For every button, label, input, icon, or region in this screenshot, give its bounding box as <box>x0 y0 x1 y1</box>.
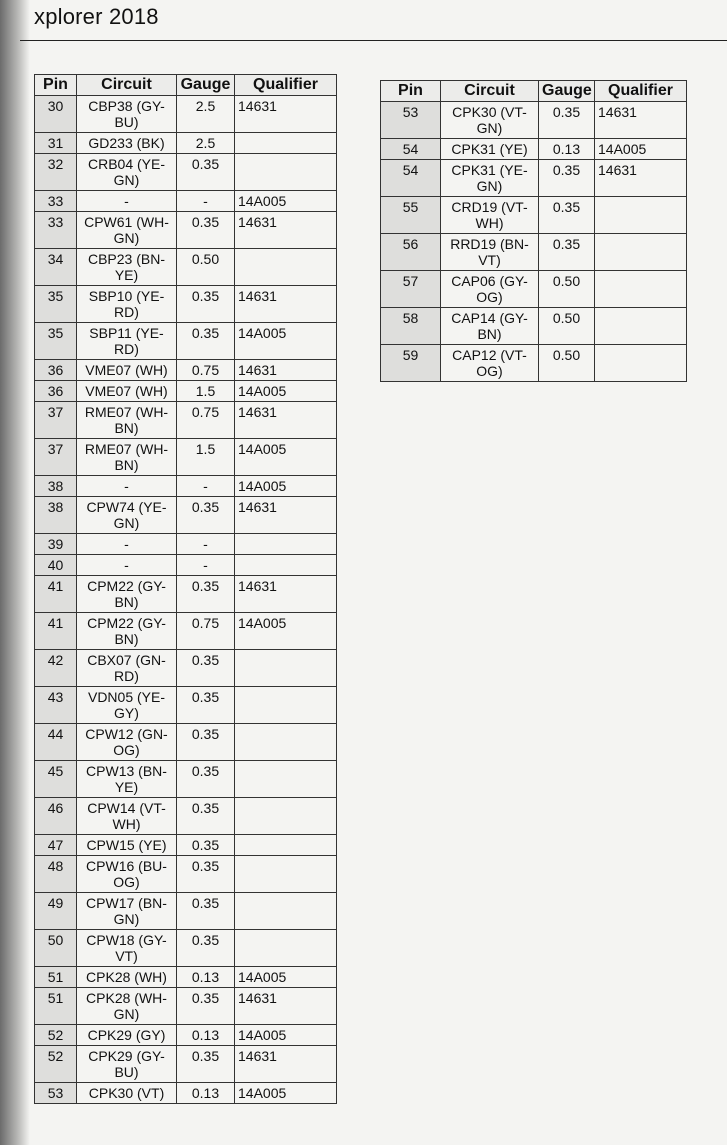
header-rule <box>20 40 727 41</box>
circuit-cell: CPW17 (BN-GN) <box>77 893 177 930</box>
pinout-table-left <box>34 74 337 1104</box>
pin-cell: 37 <box>35 402 77 439</box>
qualifier-cell: 14631 <box>235 576 337 613</box>
table-row <box>35 724 337 761</box>
gauge-cell: 0.35 <box>539 234 595 271</box>
circuit-cell: VDN05 (YE-GY) <box>77 687 177 724</box>
table-row <box>35 381 337 402</box>
gauge-cell: 0.35 <box>539 160 595 197</box>
circuit-cell: CPK29 (GY-BU) <box>77 1046 177 1083</box>
qualifier-cell <box>595 234 687 271</box>
circuit-cell: CBP38 (GY-BU) <box>77 96 177 133</box>
qualifier-cell <box>235 893 337 930</box>
pin-cell: 33 <box>35 212 77 249</box>
table-body-right <box>381 102 687 382</box>
gauge-cell: 2.5 <box>177 133 235 154</box>
qualifier-cell <box>235 534 337 555</box>
qualifier-cell: 14631 <box>235 497 337 534</box>
pin-cell: 44 <box>35 724 77 761</box>
circuit-cell: CPK28 (WH-GN) <box>77 988 177 1025</box>
table-header-row <box>381 81 687 102</box>
gauge-cell: - <box>177 534 235 555</box>
gauge-cell: 0.35 <box>177 323 235 360</box>
circuit-cell: CPK30 (VT-GN) <box>441 102 539 139</box>
qualifier-cell: 14631 <box>235 988 337 1025</box>
gauge-cell: 0.50 <box>539 308 595 345</box>
table-row <box>381 271 687 308</box>
pin-cell: 50 <box>35 930 77 967</box>
gauge-cell: 0.35 <box>177 988 235 1025</box>
column-header-circuit: Circuit <box>441 81 539 102</box>
qualifier-cell: 14631 <box>595 160 687 197</box>
table-row <box>35 988 337 1025</box>
pin-cell: 35 <box>35 286 77 323</box>
pin-cell: 35 <box>35 323 77 360</box>
gauge-cell: 0.35 <box>177 154 235 191</box>
table-row <box>35 476 337 497</box>
circuit-cell: CPK29 (GY) <box>77 1025 177 1046</box>
qualifier-cell <box>235 687 337 724</box>
gauge-cell: 0.35 <box>177 576 235 613</box>
table-row <box>381 160 687 197</box>
circuit-cell: CPW16 (BU-OG) <box>77 856 177 893</box>
pin-cell: 58 <box>381 308 441 345</box>
circuit-cell: CAP14 (GY-BN) <box>441 308 539 345</box>
gauge-cell: 0.35 <box>177 1046 235 1083</box>
pin-cell: 47 <box>35 835 77 856</box>
gauge-cell: 0.35 <box>177 650 235 687</box>
table-row <box>35 323 337 360</box>
qualifier-cell <box>595 308 687 345</box>
pin-cell: 53 <box>35 1083 77 1104</box>
pin-cell: 34 <box>35 249 77 286</box>
circuit-cell: CPW61 (WH-GN) <box>77 212 177 249</box>
circuit-cell: CPK31 (YE-GN) <box>441 160 539 197</box>
gauge-cell: 0.35 <box>177 212 235 249</box>
column-header-pin: Pin <box>381 81 441 102</box>
gauge-cell: 0.35 <box>177 497 235 534</box>
table-row <box>35 360 337 381</box>
pin-cell: 38 <box>35 497 77 534</box>
pin-cell: 31 <box>35 133 77 154</box>
page-header-title: xplorer 2018 <box>34 4 159 29</box>
table-row <box>35 1083 337 1104</box>
gauge-cell: 0.75 <box>177 360 235 381</box>
pin-cell: 30 <box>35 96 77 133</box>
qualifier-cell <box>235 555 337 576</box>
qualifier-cell <box>235 835 337 856</box>
qualifier-cell: 14A005 <box>235 191 337 212</box>
qualifier-cell <box>235 724 337 761</box>
table-row <box>35 1025 337 1046</box>
circuit-cell: CPW15 (YE) <box>77 835 177 856</box>
gauge-cell: 0.35 <box>177 687 235 724</box>
pin-cell: 56 <box>381 234 441 271</box>
pin-cell: 43 <box>35 687 77 724</box>
qualifier-cell <box>235 798 337 835</box>
circuit-cell: CPM22 (GY-BN) <box>77 613 177 650</box>
circuit-cell: CPW18 (GY-VT) <box>77 930 177 967</box>
pin-cell: 37 <box>35 439 77 476</box>
qualifier-cell: 14A005 <box>235 967 337 988</box>
gauge-cell: 0.75 <box>177 613 235 650</box>
table-row <box>35 154 337 191</box>
table-row <box>35 930 337 967</box>
circuit-cell: - <box>77 555 177 576</box>
pin-cell: 52 <box>35 1046 77 1083</box>
qualifier-cell: 14631 <box>235 96 337 133</box>
table-row <box>35 576 337 613</box>
gauge-cell: 0.13 <box>539 139 595 160</box>
table-row <box>381 234 687 271</box>
table-row <box>35 761 337 798</box>
circuit-cell: VME07 (WH) <box>77 360 177 381</box>
circuit-cell: VME07 (WH) <box>77 381 177 402</box>
qualifier-cell: 14A005 <box>595 139 687 160</box>
pin-cell: 57 <box>381 271 441 308</box>
gauge-cell: 1.5 <box>177 381 235 402</box>
circuit-cell: CPW74 (YE-GN) <box>77 497 177 534</box>
gauge-cell: 0.35 <box>177 893 235 930</box>
table-row <box>35 534 337 555</box>
pin-cell: 52 <box>35 1025 77 1046</box>
table-row <box>35 856 337 893</box>
pin-cell: 53 <box>381 102 441 139</box>
qualifier-cell: 14631 <box>235 360 337 381</box>
pin-cell: 54 <box>381 160 441 197</box>
table-row <box>35 687 337 724</box>
pin-cell: 33 <box>35 191 77 212</box>
gauge-cell: 0.13 <box>177 1083 235 1104</box>
pin-cell: 51 <box>35 988 77 1025</box>
pin-cell: 54 <box>381 139 441 160</box>
table-row <box>35 798 337 835</box>
circuit-cell: RME07 (WH-BN) <box>77 439 177 476</box>
qualifier-cell <box>235 133 337 154</box>
gauge-cell: 0.35 <box>539 197 595 234</box>
qualifier-cell <box>235 856 337 893</box>
pin-cell: 38 <box>35 476 77 497</box>
table-row <box>35 650 337 687</box>
circuit-cell: CAP12 (VT-OG) <box>441 345 539 382</box>
gauge-cell: 2.5 <box>177 96 235 133</box>
gauge-cell: 0.35 <box>177 835 235 856</box>
gauge-cell: 0.35 <box>177 798 235 835</box>
table-row <box>381 345 687 382</box>
table-row <box>35 212 337 249</box>
table-row <box>35 613 337 650</box>
table-row <box>35 497 337 534</box>
qualifier-cell: 14A005 <box>235 381 337 402</box>
circuit-cell: CPK31 (YE) <box>441 139 539 160</box>
column-header-qualifier: Qualifier <box>235 75 337 96</box>
pin-cell: 32 <box>35 154 77 191</box>
circuit-cell: - <box>77 534 177 555</box>
table-header-row <box>35 75 337 96</box>
circuit-cell: CPW14 (VT-WH) <box>77 798 177 835</box>
pin-cell: 51 <box>35 967 77 988</box>
pin-cell: 49 <box>35 893 77 930</box>
pin-cell: 45 <box>35 761 77 798</box>
qualifier-cell <box>235 154 337 191</box>
gauge-cell: 0.50 <box>539 271 595 308</box>
column-header-pin: Pin <box>35 75 77 96</box>
circuit-cell: CRD19 (VT-WH) <box>441 197 539 234</box>
table-row <box>35 96 337 133</box>
gauge-cell: 1.5 <box>177 439 235 476</box>
qualifier-cell <box>595 197 687 234</box>
pin-cell: 36 <box>35 381 77 402</box>
pin-cell: 39 <box>35 534 77 555</box>
gauge-cell: 0.35 <box>177 286 235 323</box>
circuit-cell: CPK28 (WH) <box>77 967 177 988</box>
qualifier-cell: 14A005 <box>235 613 337 650</box>
qualifier-cell: 14A005 <box>235 1083 337 1104</box>
table-row <box>35 893 337 930</box>
circuit-cell: SBP11 (YE-RD) <box>77 323 177 360</box>
gauge-cell: 0.35 <box>539 102 595 139</box>
gauge-cell: 0.35 <box>177 856 235 893</box>
column-header-circuit: Circuit <box>77 75 177 96</box>
table-row <box>35 555 337 576</box>
table-row <box>35 402 337 439</box>
table-row <box>35 286 337 323</box>
qualifier-cell: 14631 <box>235 402 337 439</box>
circuit-cell: SBP10 (YE-RD) <box>77 286 177 323</box>
table-row <box>381 102 687 139</box>
pin-cell: 41 <box>35 576 77 613</box>
pin-cell: 40 <box>35 555 77 576</box>
table-row <box>35 835 337 856</box>
pin-cell: 36 <box>35 360 77 381</box>
circuit-cell: - <box>77 191 177 212</box>
qualifier-cell <box>235 249 337 286</box>
qualifier-cell: 14A005 <box>235 1025 337 1046</box>
qualifier-cell: 14A005 <box>235 439 337 476</box>
gauge-cell: 0.50 <box>177 249 235 286</box>
qualifier-cell: 14631 <box>235 212 337 249</box>
pin-cell: 41 <box>35 613 77 650</box>
gauge-cell: - <box>177 476 235 497</box>
table-row <box>35 133 337 154</box>
pin-cell: 59 <box>381 345 441 382</box>
gauge-cell: 0.75 <box>177 402 235 439</box>
qualifier-cell <box>235 650 337 687</box>
table-row <box>35 967 337 988</box>
circuit-cell: GD233 (BK) <box>77 133 177 154</box>
circuit-cell: CPK30 (VT) <box>77 1083 177 1104</box>
qualifier-cell <box>595 271 687 308</box>
qualifier-cell: 14631 <box>235 1046 337 1083</box>
pin-cell: 46 <box>35 798 77 835</box>
table-row <box>381 139 687 160</box>
gauge-cell: - <box>177 191 235 212</box>
table-row <box>381 308 687 345</box>
pin-cell: 42 <box>35 650 77 687</box>
circuit-cell: CPW12 (GN-OG) <box>77 724 177 761</box>
circuit-cell: - <box>77 476 177 497</box>
qualifier-cell <box>235 761 337 798</box>
circuit-cell: CBX07 (GN-RD) <box>77 650 177 687</box>
circuit-cell: CRB04 (YE-GN) <box>77 154 177 191</box>
table-row <box>35 439 337 476</box>
qualifier-cell: 14631 <box>595 102 687 139</box>
table-row <box>381 197 687 234</box>
gauge-cell: - <box>177 555 235 576</box>
column-header-qualifier: Qualifier <box>595 81 687 102</box>
circuit-cell: CPM22 (GY-BN) <box>77 576 177 613</box>
pin-cell: 48 <box>35 856 77 893</box>
circuit-cell: CBP23 (BN-YE) <box>77 249 177 286</box>
pin-cell: 55 <box>381 197 441 234</box>
gauge-cell: 0.35 <box>177 724 235 761</box>
qualifier-cell <box>235 930 337 967</box>
circuit-cell: RME07 (WH-BN) <box>77 402 177 439</box>
table-body-left <box>35 96 337 1104</box>
circuit-cell: RRD19 (BN-VT) <box>441 234 539 271</box>
qualifier-cell: 14A005 <box>235 476 337 497</box>
gauge-cell: 0.35 <box>177 930 235 967</box>
table-row <box>35 191 337 212</box>
gauge-cell: 0.13 <box>177 1025 235 1046</box>
qualifier-cell: 14631 <box>235 286 337 323</box>
table-row <box>35 1046 337 1083</box>
gauge-cell: 0.35 <box>177 761 235 798</box>
qualifier-cell <box>595 345 687 382</box>
table-row <box>35 249 337 286</box>
column-header-gauge: Gauge <box>539 81 595 102</box>
pinout-table-right <box>380 80 687 382</box>
circuit-cell: CPW13 (BN-YE) <box>77 761 177 798</box>
page-binding-shadow <box>0 0 30 1145</box>
circuit-cell: CAP06 (GY-OG) <box>441 271 539 308</box>
gauge-cell: 0.50 <box>539 345 595 382</box>
gauge-cell: 0.13 <box>177 967 235 988</box>
column-header-gauge: Gauge <box>177 75 235 96</box>
qualifier-cell: 14A005 <box>235 323 337 360</box>
